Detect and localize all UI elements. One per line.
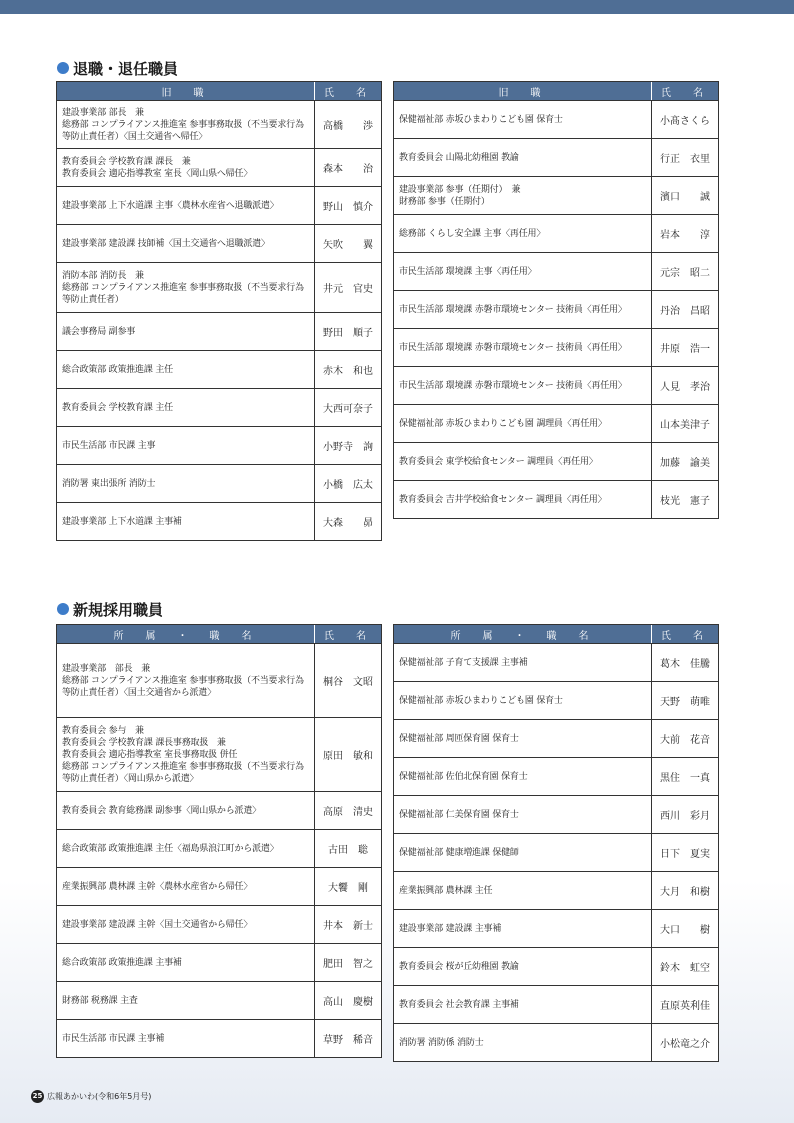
post-cell: 教育委員会 東学校給食センター 調理員〈再任用〉	[394, 443, 652, 480]
table-row	[57, 224, 381, 262]
name-cell: 大西可奈子	[323, 404, 373, 415]
section-title-new-hires	[57, 599, 163, 619]
table-row	[394, 252, 718, 290]
name-cell: 赤木 和也	[323, 366, 373, 377]
table-header	[394, 625, 718, 643]
table-row	[57, 388, 381, 426]
table-row	[394, 833, 718, 871]
name-cell: 野田 順子	[323, 328, 373, 339]
table-row	[394, 643, 718, 681]
table-retired-right	[393, 81, 719, 519]
bullet-icon	[57, 603, 69, 615]
post-cell: 消防署 消防係 消防士	[394, 1024, 652, 1061]
table-row	[57, 350, 381, 388]
name-cell: 桐谷 文昭	[323, 677, 373, 688]
post-cell: 総合政策部 政策推進課 主任〈福島県浪江町から派遣〉	[57, 830, 315, 867]
table-header	[57, 625, 381, 643]
post-cell: 教育委員会 社会教育課 主事補	[394, 986, 652, 1023]
name-cell: 原田 敏和	[323, 751, 373, 762]
post-cell: 教育委員会 桜が丘幼稚園 教諭	[394, 948, 652, 985]
header-post: 所 属 ・ 職 名	[57, 625, 315, 643]
table-row	[57, 426, 381, 464]
post-cell: 建設事業部 部長 兼 総務部 コンプライアンス推進室 参事事務取扱（不当要求行為等防止責任者）〈国土交通省から派遣〉	[57, 644, 315, 717]
name-cell: 高山 慶樹	[323, 997, 373, 1008]
post-cell: 総務部 くらし安全課 主事〈再任用〉	[394, 215, 652, 252]
name-cell: 野山 慎介	[323, 202, 373, 213]
post-cell: 市民生活部 市民課 主事	[57, 427, 315, 464]
post-cell: 消防本部 消防長 兼 総務部 コンプライアンス推進室 参事事務取扱（不当要求行為等防止責任者）	[57, 263, 315, 312]
table-row	[394, 138, 718, 176]
post-cell: 保健福祉部 赤坂ひまわりこども園 保育士	[394, 682, 652, 719]
post-cell: 市民生活部 環境課 主事〈再任用〉	[394, 253, 652, 290]
name-cell: 天野 萌唯	[660, 697, 710, 708]
post-cell: 保健福祉部 子育て支援課 主事補	[394, 644, 652, 681]
table-row	[394, 681, 718, 719]
table-header	[394, 82, 718, 100]
table-row	[394, 757, 718, 795]
name-cell: 小髙さくら	[660, 116, 710, 127]
table-row	[394, 1023, 718, 1061]
top-banner-bar	[0, 0, 794, 14]
name-cell: 西川 彩月	[660, 811, 710, 822]
header-name: 氏 名	[661, 630, 709, 642]
table-row	[394, 328, 718, 366]
name-cell: 加藤 諭美	[660, 458, 710, 469]
table-row	[394, 290, 718, 328]
post-cell: 保健福祉部 赤坂ひまわりこども園 調理員〈再任用〉	[394, 405, 652, 442]
post-cell: 教育委員会 学校教育課 課長 兼 教育委員会 適応指導教室 室長〈岡山県へ帰任〉	[57, 149, 315, 186]
table-row	[57, 717, 381, 791]
table-new-hires-left	[56, 624, 382, 1058]
bullet-icon	[57, 62, 69, 74]
name-cell: 小松竜之介	[660, 1039, 710, 1050]
table-row	[57, 186, 381, 224]
name-cell: 枝光 憲子	[660, 496, 710, 507]
post-cell: 保健福祉部 仁美保育園 保育士	[394, 796, 652, 833]
name-cell: 元宗 昭二	[660, 268, 710, 279]
table-retired-left	[56, 81, 382, 541]
name-cell: 草野 稀音	[323, 1035, 373, 1046]
table-row	[394, 214, 718, 252]
post-cell: 建設事業部 上下水道課 主事補	[57, 503, 315, 540]
section-title-retired	[57, 58, 178, 78]
header-post: 所 属 ・ 職 名	[394, 625, 652, 643]
table-row	[394, 719, 718, 757]
name-cell: 鈴木 虹空	[660, 963, 710, 974]
table-row	[394, 176, 718, 214]
name-cell: 森本 治	[323, 164, 373, 175]
section-title-text: 退職・退任職員	[73, 59, 179, 78]
post-cell: 市民生活部 環境課 赤磐市環境センター 技術員〈再任用〉	[394, 329, 652, 366]
name-cell: 岩本 淳	[660, 230, 710, 241]
post-cell: 総合政策部 政策推進課 主任	[57, 351, 315, 388]
table-row	[394, 404, 718, 442]
post-cell: 建設事業部 建設課 主幹〈国土交通省から帰任〉	[57, 906, 315, 943]
name-cell: 井本 新士	[323, 921, 373, 932]
table-row	[57, 791, 381, 829]
post-cell: 市民生活部 市民課 主事補	[57, 1020, 315, 1057]
table-row	[394, 795, 718, 833]
name-cell: 日下 夏実	[660, 849, 710, 860]
name-cell: 大森 昴	[323, 518, 373, 529]
name-cell: 行正 衣里	[660, 154, 710, 165]
table-row	[57, 100, 381, 148]
name-cell: 古田 聡	[328, 845, 368, 856]
header-post: 旧 職	[57, 82, 315, 100]
post-cell: 教育委員会 吉井学校給食センター 調理員〈再任用〉	[394, 481, 652, 518]
table-row	[394, 909, 718, 947]
table-row	[57, 867, 381, 905]
table-row	[394, 100, 718, 138]
post-cell: 教育委員会 山陽北幼稚園 教諭	[394, 139, 652, 176]
section-title-text: 新規採用職員	[73, 600, 164, 619]
name-cell: 濱口 誠	[660, 192, 710, 203]
post-cell: 建設事業部 建設課 技師補〈国土交通省へ退職派遣〉	[57, 225, 315, 262]
post-cell: 保健福祉部 赤坂ひまわりこども園 保育士	[394, 101, 652, 138]
header-post: 旧 職	[394, 82, 652, 100]
table-row	[57, 1019, 381, 1057]
name-cell: 大饗 剛	[328, 883, 368, 894]
table-row	[394, 442, 718, 480]
header-name: 氏 名	[324, 630, 372, 642]
post-cell: 産業振興部 農林課 主任	[394, 872, 652, 909]
post-cell: 保健福祉部 健康増進課 保健師	[394, 834, 652, 871]
table-row	[57, 905, 381, 943]
name-cell: 井元 官史	[323, 284, 373, 295]
publication-name: 広報あかいわ(令和6年5月号)	[47, 1091, 152, 1101]
name-cell: 大口 樹	[660, 925, 710, 936]
name-cell: 小野寺 詢	[323, 442, 373, 453]
post-cell: 建設事業部 建設課 主事補	[394, 910, 652, 947]
table-header	[57, 82, 381, 100]
table-row	[57, 502, 381, 540]
post-cell: 産業振興部 農林課 主幹〈農林水産省から帰任〉	[57, 868, 315, 905]
name-cell: 小橋 広太	[323, 480, 373, 491]
post-cell: 教育委員会 参与 兼 教育委員会 学校教育課 課長事務取扱 兼 教育委員会 適応指導教室 室長事務取扱 併任 総務部 コンプライアンス推進室 参事事務取扱（不当要求行為等防止責任者）〈岡山県から派遣〉	[57, 718, 315, 791]
table-row	[57, 464, 381, 502]
post-cell: 保健福祉部 周匝保育園 保育士	[394, 720, 652, 757]
name-cell: 肥田 智之	[323, 959, 373, 970]
table-row	[394, 947, 718, 985]
name-cell: 人見 孝治	[660, 382, 710, 393]
table-row	[57, 262, 381, 312]
name-cell: 大前 花音	[660, 735, 710, 746]
table-row	[394, 985, 718, 1023]
table-row	[57, 829, 381, 867]
name-cell: 黒住 一真	[660, 773, 710, 784]
table-row	[57, 981, 381, 1019]
post-cell: 建設事業部 部長 兼 総務部 コンプライアンス推進室 参事事務取扱（不当要求行為等防止責任者）〈国土交通省へ帰任〉	[57, 101, 315, 148]
post-cell: 議会事務局 副参事	[57, 313, 315, 350]
name-cell: 葛木 佳騰	[660, 659, 710, 670]
name-cell: 丹治 昌昭	[660, 306, 710, 317]
name-cell: 矢吹 翼	[323, 240, 373, 251]
name-cell: 井原 浩一	[660, 344, 710, 355]
post-cell: 保健福祉部 佐伯北保育園 保育士	[394, 758, 652, 795]
name-cell: 高橋 渉	[323, 121, 373, 132]
table-row	[57, 148, 381, 186]
name-cell: 大月 和樹	[660, 887, 710, 898]
name-cell: 直原英利佳	[660, 1001, 710, 1012]
table-row	[57, 943, 381, 981]
table-row	[57, 643, 381, 717]
post-cell: 教育委員会 教育総務課 副参事〈岡山県から派遣〉	[57, 792, 315, 829]
post-cell: 総合政策部 政策推進課 主事補	[57, 944, 315, 981]
post-cell: 建設事業部 上下水道課 主事〈農林水産省へ退職派遣〉	[57, 187, 315, 224]
table-row	[57, 312, 381, 350]
name-cell: 高原 清史	[323, 807, 373, 818]
post-cell: 教育委員会 学校教育課 主任	[57, 389, 315, 426]
page-footer	[31, 1089, 151, 1103]
name-cell: 山本美津子	[660, 420, 710, 431]
header-name: 氏 名	[661, 87, 709, 99]
post-cell: 建設事業部 参事（任期付） 兼 財務部 参事（任期付）	[394, 177, 652, 214]
post-cell: 消防署 東出張所 消防士	[57, 465, 315, 502]
table-row	[394, 871, 718, 909]
post-cell: 市民生活部 環境課 赤磐市環境センター 技術員〈再任用〉	[394, 367, 652, 404]
post-cell: 市民生活部 環境課 赤磐市環境センター 技術員〈再任用〉	[394, 291, 652, 328]
post-cell: 財務部 税務課 主査	[57, 982, 315, 1019]
page-number: 25	[31, 1090, 44, 1103]
header-name: 氏 名	[324, 87, 372, 99]
table-row	[394, 366, 718, 404]
table-new-hires-right	[393, 624, 719, 1062]
table-row	[394, 480, 718, 518]
